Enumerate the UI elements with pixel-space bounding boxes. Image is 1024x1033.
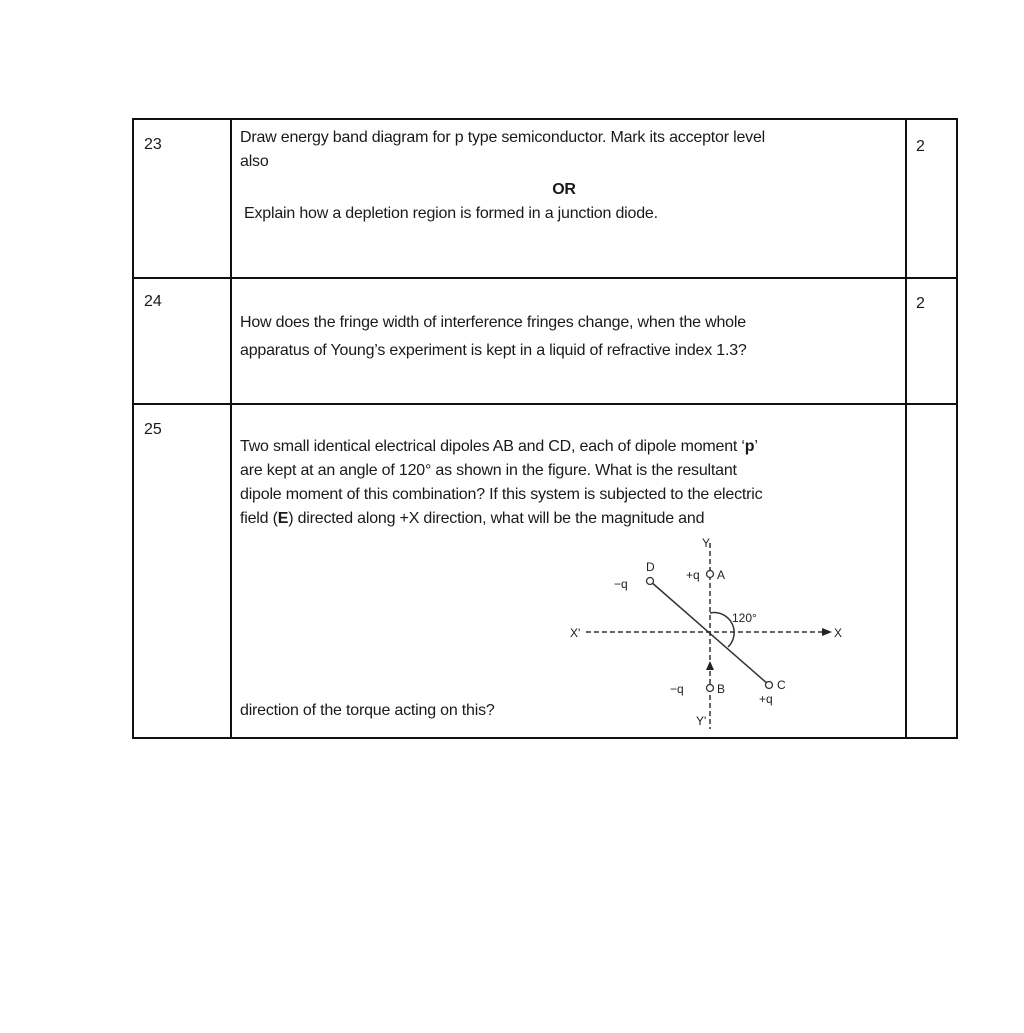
label-c: C bbox=[777, 678, 786, 692]
dipole-ab-arrow-icon bbox=[706, 661, 714, 670]
dipole-moment-symbol: p bbox=[744, 438, 755, 455]
dipole-figure bbox=[564, 533, 854, 733]
charge-a bbox=[707, 571, 714, 578]
question-marks: 2 bbox=[916, 138, 925, 155]
alternative-question: Explain how a depletion region is formed in a junction diode. bbox=[244, 205, 658, 222]
question-text bbox=[240, 435, 908, 531]
question-number: 23 bbox=[144, 136, 162, 153]
question-line: also bbox=[240, 153, 269, 170]
question-line: are kept at an angle of 120° as shown in the figure. What is the resultant bbox=[240, 462, 737, 479]
question-text bbox=[240, 309, 908, 365]
question-line: Draw energy band diagram for p type semiconductor. Mark its acceptor level bbox=[240, 129, 766, 146]
question-number: 25 bbox=[144, 421, 162, 438]
question-line-last: direction of the torque acting on this? bbox=[240, 702, 495, 719]
x-axis-arrow-icon bbox=[822, 628, 832, 636]
charge-c bbox=[766, 682, 773, 689]
label-a: A bbox=[717, 568, 726, 582]
charge-b bbox=[707, 685, 714, 692]
question-line: How does the fringe width of interference fringes change, when the whole bbox=[240, 314, 746, 331]
label-b: B bbox=[717, 682, 726, 696]
label-y-prime: Y' bbox=[696, 714, 707, 728]
question-marks: 2 bbox=[916, 295, 925, 312]
electric-field-symbol: E bbox=[277, 510, 289, 527]
label-x-prime: X' bbox=[570, 626, 581, 640]
label-charge-b: −q bbox=[670, 682, 684, 696]
charge-d bbox=[647, 578, 654, 585]
question-line: Two small identical electrical dipoles AB and CD, each of dipole moment ‘p’ bbox=[240, 438, 758, 455]
question-line: field (E) directed along +X direction, what will be the magnitude and bbox=[240, 510, 705, 527]
question-row-23 bbox=[134, 120, 956, 279]
label-charge-d: −q bbox=[614, 577, 628, 591]
question-line: apparatus of Young’s experiment is kept in a liquid of refractive index 1.3? bbox=[240, 342, 747, 359]
question-row-24 bbox=[134, 279, 956, 405]
label-charge-c: +q bbox=[759, 692, 773, 706]
question-text bbox=[240, 126, 908, 226]
column-divider bbox=[230, 279, 232, 403]
label-charge-a: +q bbox=[686, 568, 700, 582]
angle-arc bbox=[710, 613, 734, 647]
column-divider bbox=[230, 405, 232, 737]
question-row-25 bbox=[134, 405, 956, 737]
or-separator: OR bbox=[552, 181, 576, 198]
label-angle: 120° bbox=[732, 611, 757, 625]
question-line: dipole moment of this combination? If this system is subjected to the electric bbox=[240, 486, 763, 503]
label-d: D bbox=[646, 560, 655, 574]
label-y: Y bbox=[702, 536, 711, 550]
question-number: 24 bbox=[144, 293, 162, 310]
questions-table bbox=[132, 118, 958, 739]
label-x: X bbox=[834, 626, 843, 640]
